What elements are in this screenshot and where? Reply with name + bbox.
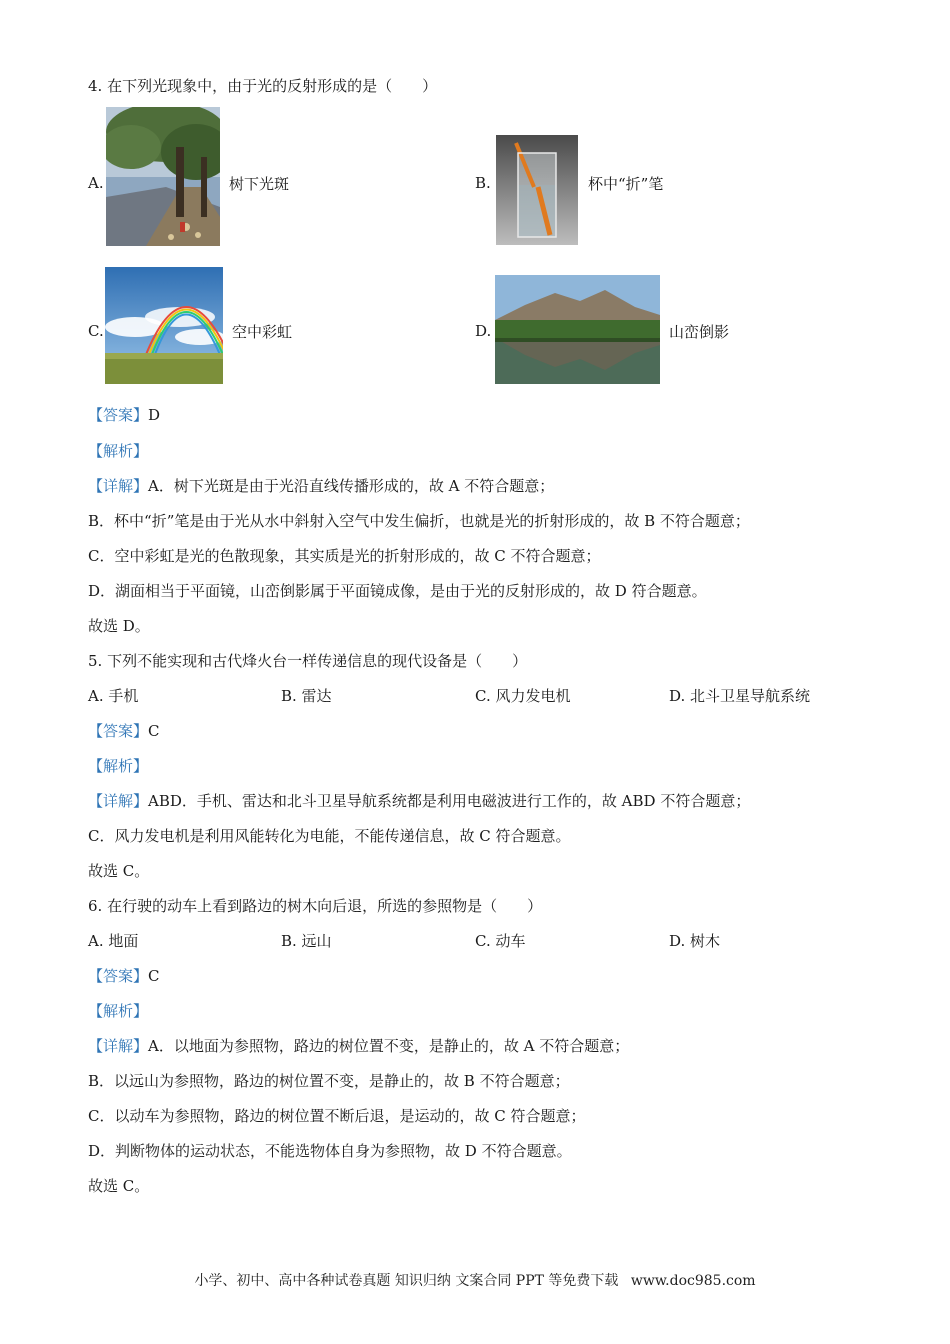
q6-conclusion: 故选 C。: [88, 1177, 150, 1195]
rainbow-image: [105, 267, 223, 384]
q6-answer: [88, 966, 160, 986]
q5-analysis-tag: 【解析】: [88, 757, 149, 775]
q6-detail-line: B．以远山为参照物，路边的树位置不变，是静止的，故 B 不符合题意；: [88, 1072, 570, 1090]
q4-detail-line: D．湖面相当于平面镜，山峦倒影属于平面镜成像，是由于光的反射形成的，故 D 符合题意。: [88, 582, 707, 600]
q5-stem: 5. 下列不能实现和古代烽火台一样传递信息的现代设备是（ ）: [88, 652, 528, 670]
q6-stem: 6. 在行驶的动车上看到路边的树木向后退，所选的参照物是（ ）: [88, 897, 543, 915]
q4-answer: [88, 405, 160, 425]
q4-option-c-letter: C.: [88, 322, 104, 340]
q4-option-c-caption: 空中彩虹: [232, 323, 293, 341]
answer-value: C: [148, 967, 160, 985]
detail-tag: 【详解】: [88, 1037, 149, 1055]
q4-stem: 4. 在下列光现象中，由于光的反射形成的是（ ）: [88, 77, 438, 95]
footer-text: 小学、初中、高中各种试卷真题 知识归纳 文案合同 PPT 等免费下载: [194, 1273, 619, 1289]
q6-detail-line: C．以动车为参照物，路边的树位置不断后退，是运动的，故 C 符合题意；: [88, 1107, 586, 1125]
mountain-reflection-image: [495, 275, 660, 384]
pencil-in-glass-image: [496, 135, 578, 245]
q4-detail-line: C．空中彩虹是光的色散现象，其实质是光的折射形成的，故 C 不符合题意；: [88, 547, 601, 565]
answer-value: C: [148, 722, 160, 740]
q4-analysis-tag: 【解析】: [88, 442, 149, 460]
q4-option-d-letter: D.: [475, 322, 492, 340]
q6-analysis-tag: 【解析】: [88, 1002, 149, 1020]
q4-option-d-caption: 山峦倒影: [669, 323, 730, 341]
q5-option-c: C. 风力发电机: [475, 687, 571, 705]
q6-option-a: A. 地面: [88, 932, 139, 950]
answer-value: D: [148, 406, 161, 424]
answer-tag: 【答案】: [88, 722, 149, 740]
q4-conclusion: 故选 D。: [88, 617, 150, 635]
page-footer: [0, 1270, 950, 1290]
detail-tag: 【详解】: [88, 792, 149, 810]
q5-option-d: D. 北斗卫星导航系统: [669, 687, 811, 705]
q5-option-a: A. 手机: [88, 687, 139, 705]
q6-option-c: C. 动车: [475, 932, 526, 950]
q6-option-d: D. 树木: [669, 932, 721, 950]
detail-tag: 【详解】: [88, 477, 149, 495]
q4-detail-line: 【详解】A．树下光斑是由于光沿直线传播形成的，故 A 不符合题意；: [88, 477, 555, 495]
q4-option-b-letter: B.: [475, 174, 491, 192]
q6-detail-line: D．判断物体的运动状态，不能选物体自身为参照物，故 D 不符合题意。: [88, 1142, 572, 1160]
q5-option-b: B. 雷达: [281, 687, 332, 705]
q4-option-b-caption: 杯中“折”笔: [588, 175, 664, 193]
q4-detail-line: B．杯中“折”笔是由于光从水中斜射入空气中发生偏折，也就是光的折射形成的，故 B 不符合题意；: [88, 512, 750, 530]
answer-tag: 【答案】: [88, 406, 149, 424]
answer-tag: 【答案】: [88, 967, 149, 985]
footer-link[interactable]: www.doc985.com: [630, 1273, 756, 1289]
q4-option-a-letter: A.: [88, 174, 104, 192]
q4-option-a-caption: 树下光斑: [229, 175, 290, 193]
q5-answer: [88, 721, 160, 741]
q6-option-b: B. 远山: [281, 932, 332, 950]
q6-detail-line: 【详解】A．以地面为参照物，路边的树位置不变，是静止的，故 A 不符合题意；: [88, 1037, 630, 1055]
q5-detail-line: 【详解】ABD．手机、雷达和北斗卫星导航系统都是利用电磁波进行工作的，故 ABD 不符合题意；: [88, 792, 751, 810]
q5-detail-line: C．风力发电机是利用风能转化为电能，不能传递信息，故 C 符合题意。: [88, 827, 571, 845]
tree-light-spots-image: [106, 107, 220, 246]
q5-conclusion: 故选 C。: [88, 862, 150, 880]
